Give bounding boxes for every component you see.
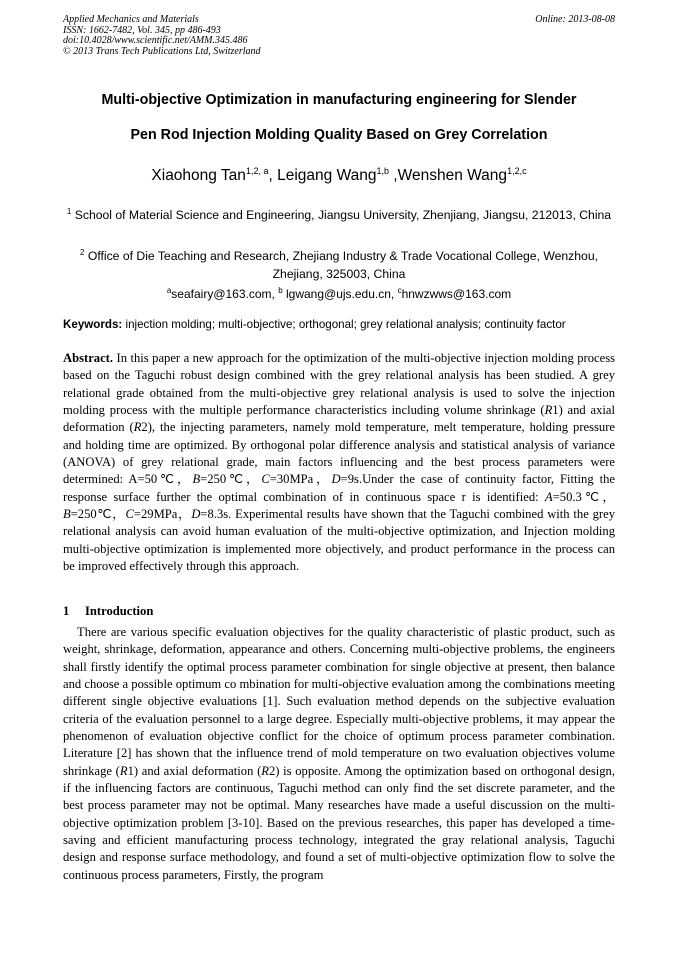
author-name: Wenshen Wang — [397, 167, 508, 185]
email-mark: c — [397, 286, 402, 295]
affiliation-number: 2 — [80, 248, 85, 257]
math-var: A — [545, 489, 553, 504]
author-emails — [63, 286, 615, 301]
journal-header — [63, 15, 615, 57]
math-var: D — [191, 507, 201, 522]
math-var: B — [63, 507, 71, 522]
journal-name: Applied Mechanics and Materials — [63, 14, 199, 25]
math-var: R — [544, 403, 553, 418]
abstract-text: =250℃， — [200, 472, 262, 487]
affiliation-text: School of Material Science and Engineering, Jiangsu University, Zhenjiang, Jiangsu, 212013, China — [74, 208, 612, 223]
affiliation-2 — [63, 244, 615, 283]
author-affiliation-mark: 1,2, a — [245, 166, 269, 176]
email-mark: b — [278, 286, 283, 295]
section-heading-introduction — [63, 604, 153, 619]
math-var: B — [192, 472, 201, 487]
section-title: Introduction — [85, 604, 154, 618]
keywords-label: Keywords: — [63, 318, 123, 331]
online-date: Online: 2013-08-08 — [535, 14, 615, 25]
math-var: C — [261, 472, 270, 487]
math-var: C — [125, 507, 134, 522]
keywords-text: injection molding; multi-objective; orthogonal; grey relational analysis; continuity factor — [122, 318, 566, 331]
abstract-text: =50.3℃， — [552, 489, 615, 504]
keywords-line — [63, 318, 623, 331]
email-address[interactable]: lgwang@ujs.edu.cn, — [282, 287, 398, 301]
intro-text: There are various specific evaluation objectives for the quality characteristic of plastic product, such as weight, shrinkage, deformation, appearance and others. Concerning multi-objective problems, the engineers shall firstly identify the optimal process parameter combination for single objective at present, then balance and choose a possible optimum co mbination for multi-objective evaluation among the combinations meeting different single objective evaluations [1]. Such evaluation method depends on the subjective evaluation criteria of the evaluation personnel to a large degree. Especially multi-objective problems, it may appear the phenomenon of evaluation objective conflict for the choice of optimum process parameter combination. Literature [2] has shown that the influence trend of mold temperature on two evaluation objectives volume shrinkage ( — [63, 625, 615, 778]
copyright-line: © 2013 Trans Tech Publications Ltd, Switzerland — [63, 45, 261, 57]
math-var: R — [133, 420, 142, 435]
author-list — [40, 166, 638, 185]
email-address[interactable]: seafairy@163.com, — [171, 287, 279, 301]
abstract-paragraph — [63, 350, 615, 575]
paper-title-line-1: Multi-objective Optimization in manufacturing engineering for Slender — [101, 92, 577, 108]
author-affiliation-mark: 1,b — [376, 166, 389, 176]
abstract-label: Abstract. — [63, 351, 114, 365]
affiliation-text: Office of Die Teaching and Research, Zhejiang Industry & Trade Vocational College, Wenzhou, Zhejiang, 325003, China — [87, 249, 598, 282]
math-var: D — [331, 472, 341, 487]
paper-title-line-2: Pen Rod Injection Molding Quality Based on Grey Correlation — [130, 127, 548, 143]
affiliation-1 — [63, 203, 615, 224]
math-var: R — [261, 763, 269, 778]
abstract-text: =250℃， — [70, 507, 126, 522]
email-address[interactable]: hnwzwws@163.com — [401, 287, 512, 301]
author-separator: , — [389, 167, 398, 185]
abstract-text: =30MPa， — [269, 472, 332, 487]
author-separator: , — [268, 167, 278, 185]
math-var: R — [119, 763, 128, 778]
doi-line: doi:10.4028/www.scientific.net/AMM.345.486 — [63, 35, 248, 47]
affiliation-number: 1 — [66, 207, 72, 216]
section-number: 1 — [63, 604, 70, 618]
email-mark: a — [166, 286, 172, 295]
intro-text: 2) is opposite. Among the optimization based on orthogonal design, if the influencing factors are continuous, Taguchi method can only find the set discrete parameter, and the best process parameter may not be optimal. Many researches have made a useful discussion on the multi-objective optimization problem [3-10]. Based on the previous researches, this paper has developed a time-saving and efficient manufacturing process technology, integrated the gray relational analysis, Taguchi design and response surface methodology, and found a set of multi-objective optimization flow to solve the continuous process parameters, Firstly, the program — [63, 763, 615, 882]
intro-text: 1) and axial deformation ( — [127, 763, 262, 778]
abstract-text: In this paper a new approach for the optimization of the multi-objective injection molding process based on the Taguchi robust design combined with the grey relational analysis has been studied. A grey relational grade obtained from the multi-objective grey relational analysis is used to solve the injection molding process with the multiple performance characteristics including volume shrinkage ( — [63, 351, 615, 418]
abstract-text: =8.3s. Experimental results have shown that the Taguchi combined with the grey relational analysis can avoid human evaluation of the multi-objective optimization, and Injection molding multi-objective optimization is implemented more objectively, and product performance in the process can be improved effectively through this approach. — [63, 507, 615, 574]
author-name: Xiaohong Tan — [151, 167, 246, 185]
intro-paragraph — [63, 624, 615, 884]
abstract-text: 2), the injecting parameters, namely mold temperature, melt temperature, holding pressure and holding time are optimized. By orthogonal polar difference analysis and statistical analysis of variance (ANOVA) of grey relational grade, main factors influencing and the best process parameters were determined: A=50℃， — [63, 420, 616, 487]
abstract-text: 1) and axial deformation ( — [63, 403, 615, 435]
author-name: Leigang Wang — [277, 167, 377, 185]
abstract-text: =29MPa， — [133, 507, 192, 522]
author-affiliation-mark: 1,2,c — [507, 166, 527, 176]
issn-line: ISSN: 1662-7482, Vol. 345, pp 486-493 — [63, 24, 221, 36]
abstract-text: =9s.Under the case of continuity factor, Fitting the response surface further the optimal combination of in continuous space r is identified: — [63, 472, 615, 504]
